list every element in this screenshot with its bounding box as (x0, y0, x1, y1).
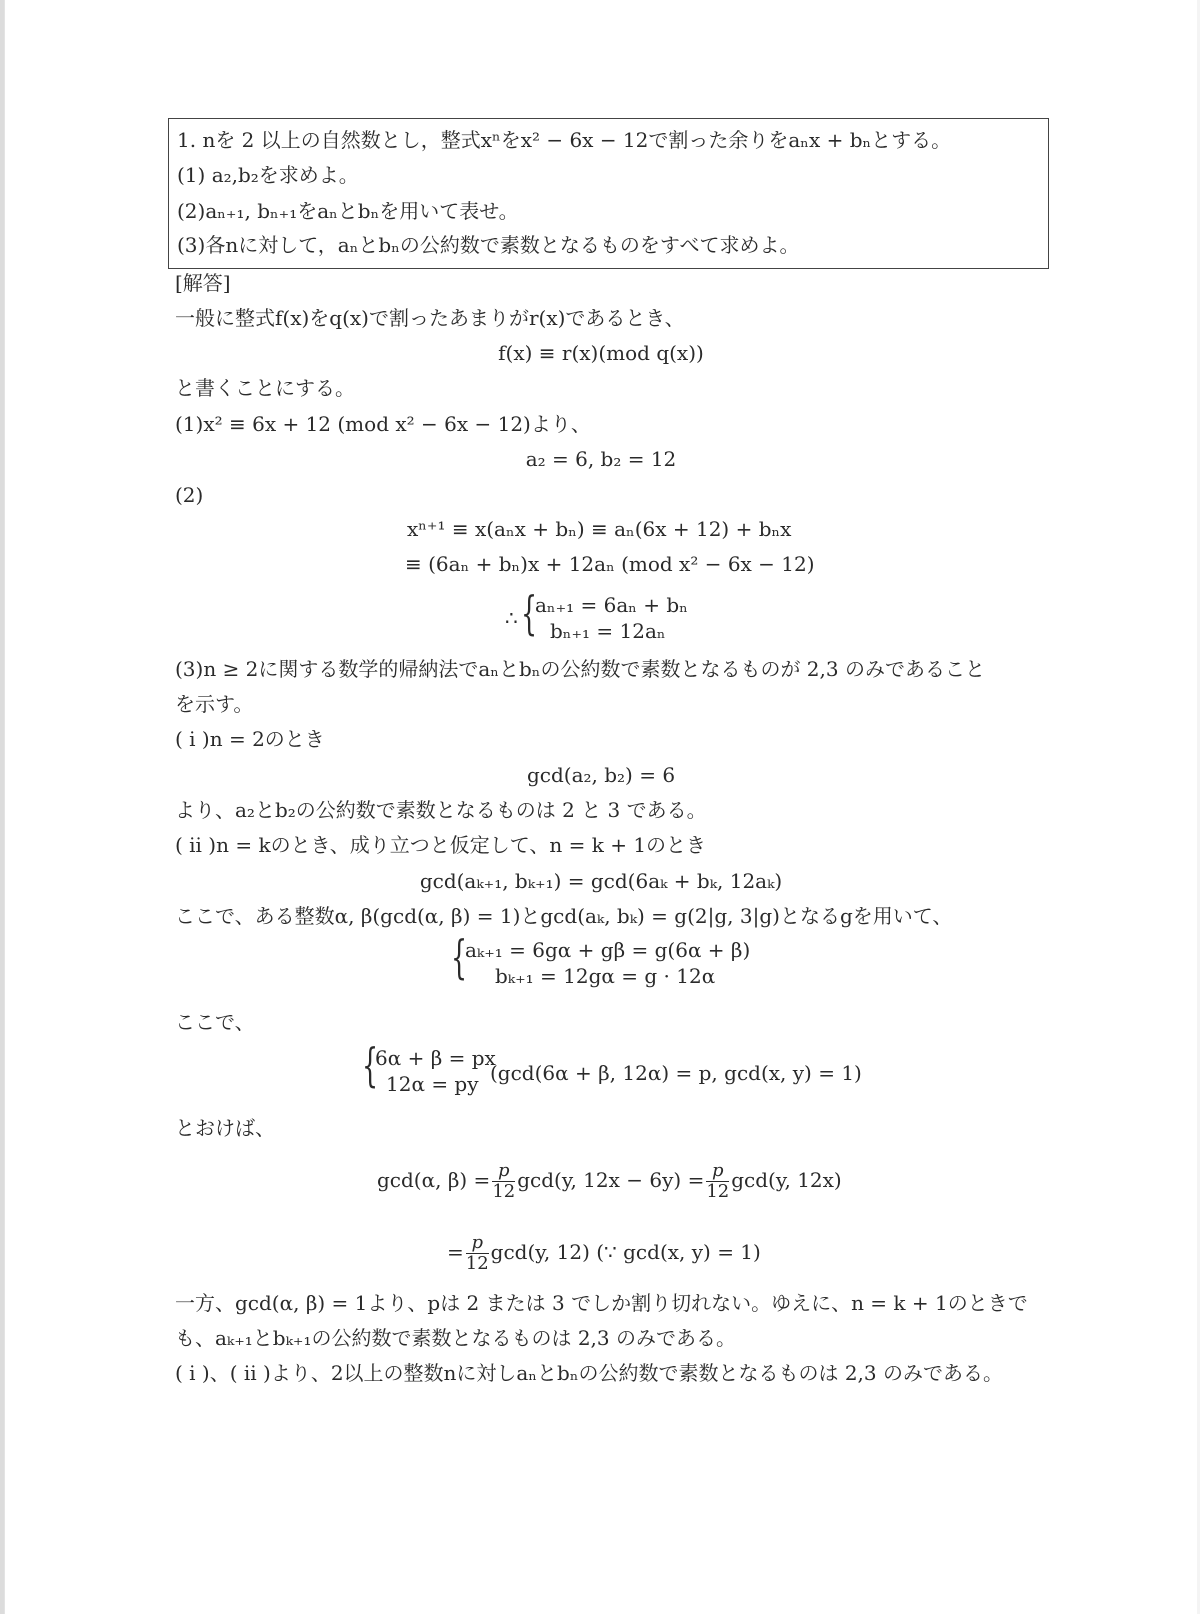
okeba-text: とおけば、 (175, 1116, 275, 1140)
conclusion-line-2: も、aₖ₊₁とbₖ₊₁の公約数で素数となるものは 2,3 のみである。 (175, 1326, 736, 1350)
base-case-conclusion: より、a₂とb₂の公約数で素数となるものは 2 と 3 である。 (175, 798, 707, 822)
fraction-denominator-2: 12 (706, 1181, 730, 1202)
gcd-right: gcd(y, 12x) (731, 1168, 842, 1192)
document-page (4, 0, 1197, 1614)
part2-label: (2) (175, 483, 204, 507)
gcd-alpha-beta-equation (377, 1156, 842, 1204)
equals-sign: = (447, 1240, 464, 1264)
conclusion-line-1: 一方、gcd(α, β) = 1より、pは 2 または 3 でしか割り切れない。ゆえに、n = k + 1のときで (175, 1291, 1028, 1315)
kokode-text: ここで、 (175, 1010, 255, 1034)
gcd-left: gcd(α, β) = (377, 1168, 491, 1192)
final-conclusion: ( i )、( ii )より、2以上の整数nに対しaₙとbₙの公約数で素数となるものは 2,3 のみである。 (175, 1361, 1003, 1385)
fraction-p-12-2 (706, 1161, 729, 1202)
gcd-base-case: gcd(a₂, b₂) = 6 (526, 763, 676, 787)
part3-text-1: (3)n ≥ 2に関する数学的帰納法でaₙとbₙの公約数で素数となるものが 2,3 のみであること (175, 657, 985, 681)
part1-result: a₂ = 6, b₂ = 12 (525, 447, 677, 471)
therefore-symbol: ∴ (505, 606, 518, 630)
part1-text: (1)x² ≡ 6x + 12 (mod x² − 6x − 12)より、 (175, 412, 591, 436)
recurrence-a: aₙ₊₁ = 6aₙ + bₙ (535, 593, 688, 617)
part3-text-2: を示す。 (175, 692, 254, 716)
system-p-note: (gcd(6α + β, 12α) = p, gcd(x, y) = 1) (490, 1061, 862, 1085)
case-i-heading: ( i )n = 2のとき (175, 727, 325, 751)
recurrence-b: bₙ₊₁ = 12aₙ (550, 619, 666, 643)
fraction-denominator-3: 12 (465, 1253, 489, 1274)
gcd-middle: gcd(y, 12x − 6y) = (517, 1168, 705, 1192)
system-brace-3: { (362, 1038, 379, 1092)
intro-text: 一般に整式f(x)をq(x)で割ったあまりがr(x)であるとき、 (175, 306, 685, 330)
fraction-p-12-3 (466, 1233, 489, 1274)
answer-heading: [解答] (175, 271, 231, 295)
system-p-1: 6α + β = px (375, 1046, 496, 1070)
system-brace: { (521, 586, 538, 640)
case-ii-heading: ( ii )n = kのとき、成り立つと仮定して、n = k + 1のとき (175, 833, 707, 857)
part2-equation-2: ≡ (6aₙ + bₙ)x + 12aₙ (mod x² − 6x − 12) (405, 552, 815, 576)
part2-equation-1: xⁿ⁺¹ ≡ x(aₙx + bₙ) ≡ aₙ(6x + 12) + bₙx (407, 517, 792, 541)
notation-text: と書くことにする。 (175, 376, 355, 400)
fraction-numerator-3: p (466, 1233, 489, 1254)
system-brace-2: { (451, 930, 468, 984)
fraction-denominator: 12 (492, 1181, 516, 1202)
gcd-induction-step: gcd(aₖ₊₁, bₖ₊₁) = gcd(6aₖ + bₖ, 12aₖ) (419, 869, 783, 893)
gcd-final-equation (447, 1228, 761, 1276)
congruence-definition: f(x) ≡ r(x)(mod q(x)) (498, 341, 704, 365)
question-1: (1) a₂,b₂を求めよ。 (177, 163, 359, 187)
fraction-p-12 (492, 1161, 515, 1202)
problem-statement: 1. nを 2 以上の自然数とし，整式xⁿをx² − 6x − 12で割った余りをaₙx + bₙとする。 (177, 128, 952, 152)
gcd-final: gcd(y, 12) (∵ gcd(x, y) = 1) (490, 1240, 761, 1264)
system-b-k1: bₖ₊₁ = 12gα = g · 12α (495, 964, 716, 988)
question-3: (3)各nに対して，aₙとbₙの公約数で素数となるものをすべて求めよ。 (177, 233, 800, 257)
fraction-numerator: p (492, 1161, 515, 1182)
question-2: (2)aₙ₊₁, bₙ₊₁をaₙとbₙを用いて表せ。 (177, 199, 519, 223)
koko-text: ここで、ある整数α, β(gcd(α, β) = 1)とgcd(aₖ, bₖ) = g(2|g, 3|g)となるgを用いて、 (175, 904, 953, 928)
fraction-numerator-2: p (706, 1161, 729, 1182)
system-a-k1: aₖ₊₁ = 6gα + gβ = g(6α + β) (465, 938, 751, 962)
system-p-2: 12α = py (386, 1072, 479, 1096)
